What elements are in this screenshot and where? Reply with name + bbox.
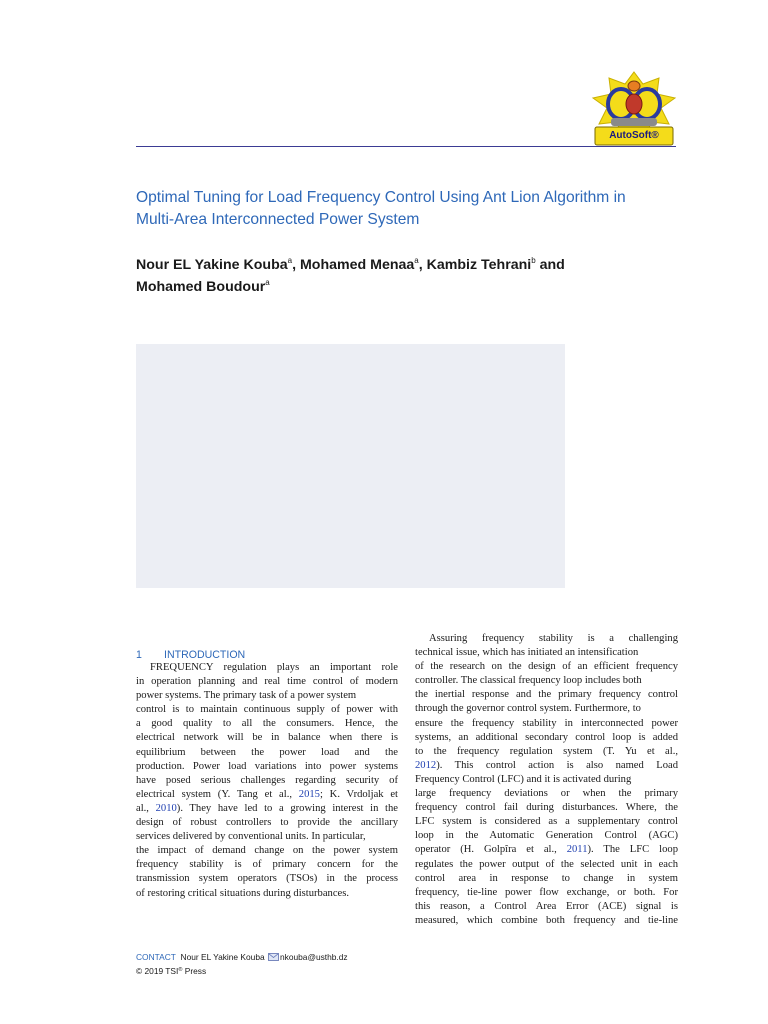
body-text-line: technical issue, which has initiated an intensification [415,647,639,659]
title-line: Multi-Area Interconnected Power System [136,211,420,228]
body-text-line: systems, an additional secondary control loop is added [415,731,678,743]
body-text-line: production. Power load variations into power systems [136,760,398,772]
body-text-line: control area in response to change in system [415,872,678,884]
body-text-line: in operation planning and real time control of modern [136,676,398,688]
body-text-line: transmission system operators (TSOs) in the process [136,873,398,885]
author-name[interactable]: Mohamed Menaa [299,257,415,273]
author-line-1 [136,254,696,276]
author-affiliation: a [265,278,270,287]
author-name[interactable]: Kambiz Tehrani [426,257,532,273]
contact-line [136,950,348,964]
autosoft-logo-text: AutoSoft® [609,130,659,141]
body-text-line: ensure the frequency stability in interconnected power [415,717,678,729]
body-text-line: Assuring frequency stability is a challenging [429,633,678,644]
copyright-text: © 2019 TSI [136,966,179,976]
body-text-fragment: ). The LFC loop [587,844,678,856]
body-text-line: loop in the Automatic Generation Control (AGC) [415,830,678,842]
body-text-line: Frequency Control (LFC) and it is activated during [415,773,632,785]
body-text-fragment: ). They have led to a growing interest in the [176,802,398,814]
body-text-line: the impact of demand change on the power system [136,845,398,857]
body-text-line: design of robust controllers to provide the ancillary [136,817,398,829]
section-number: 1 [136,649,142,661]
body-text-line: controller. The classical frequency loop includes both [415,675,642,687]
body-text-line: equilibrium between the power load and the [136,746,398,758]
autosoft-logo [591,70,677,146]
body-text-fragment: operator (H. Golpîra et al., [415,844,567,856]
body-text-line: of the research on the design of an efficient frequency [415,661,678,673]
body-text-fragment: ; K. Vrdoljak et [319,788,398,800]
body-column-right [415,632,678,928]
section-heading [136,649,245,661]
contact-label: CONTACT [136,952,176,962]
body-text-line: to the frequency regulation system (T. Yu et al., [415,745,678,757]
author-name[interactable]: Mohamed Boudour [136,279,266,295]
registered-mark: ® [178,967,183,973]
body-text-line: have posed serious challenges regarding security of [136,774,398,786]
author-name[interactable]: Nour EL Yakine Kouba [136,257,288,273]
body-text-line [415,759,678,773]
section-title: INTRODUCTION [164,649,246,661]
body-text-line: services delivered by conventional units. In particular, [136,831,366,843]
body-text-line: control is to maintain continuous supply of power with [136,704,398,716]
footer [136,950,348,978]
author-line-2 [136,276,696,298]
body-text-line: the inertial response and the primary frequency control [415,689,678,701]
body-text-line: frequency, tie-line power flow exchange, or both. For [415,886,678,898]
body-text-line [415,843,678,857]
body-text-line: of restoring critical situations during disturbances. [136,887,350,899]
body-text-line: frequency control fail during disturbances. Where, the [415,802,678,814]
body-text-line: frequency stability is of primary concern for the [136,859,398,871]
copyright-line [136,964,348,978]
body-text-line: electrical network will be in balance when there is [136,732,398,744]
body-text-line: power systems. The primary task of a power system [136,690,357,702]
header-rule [136,146,676,147]
citation-year-link[interactable]: 2011 [566,844,588,856]
author-affiliation: a [287,256,293,265]
citation-year-link[interactable]: 2015 [298,788,320,800]
mail-icon [268,953,279,961]
author-separator: and [535,257,565,273]
copyright-publisher: Press [182,966,207,976]
author-separator: , [418,257,427,273]
body-text-fragment: al., [136,802,156,814]
contact-email[interactable]: nkouba@usthb.dz [279,952,348,962]
title-line: Optimal Tuning for Load Frequency Control Using Ant Lion Algorithm in [136,189,626,206]
body-column-left [136,661,398,901]
abstract-box [136,344,565,588]
contact-name: Nour EL Yakine Kouba [180,952,265,962]
body-text-line [136,802,398,816]
body-text-line: FREQUENCY regulation plays an important role [150,662,398,673]
body-text-line: a good quality to all the consumers. Hence, the [136,718,398,730]
author-separator: , [292,257,300,273]
body-text-fragment: ). This control action is also named Load [436,759,678,771]
body-text-fragment: electrical system (Y. Tang et al., [136,788,299,800]
body-text-line: measured, which combine both frequency and tie-line [415,914,678,926]
citation-year-link[interactable]: 2012 [415,759,437,771]
body-text-line: regulates the power output of the selected unit in each [415,858,678,870]
body-text-line: LFC system is considered as a supplementary control [415,816,678,828]
body-text-line: this reason, a Control Area Error (ACE) signal is [415,900,678,912]
author-list [136,254,696,298]
author-affiliation: b [531,256,536,265]
body-text-line [136,788,398,802]
author-affiliation: a [414,256,419,265]
body-text-line: through the governor control system. Furthermore, to [415,703,641,715]
paper-title [136,187,696,231]
body-text-line: large frequency deviations or when the primary [415,788,678,800]
citation-year-link[interactable]: 2010 [155,802,177,814]
